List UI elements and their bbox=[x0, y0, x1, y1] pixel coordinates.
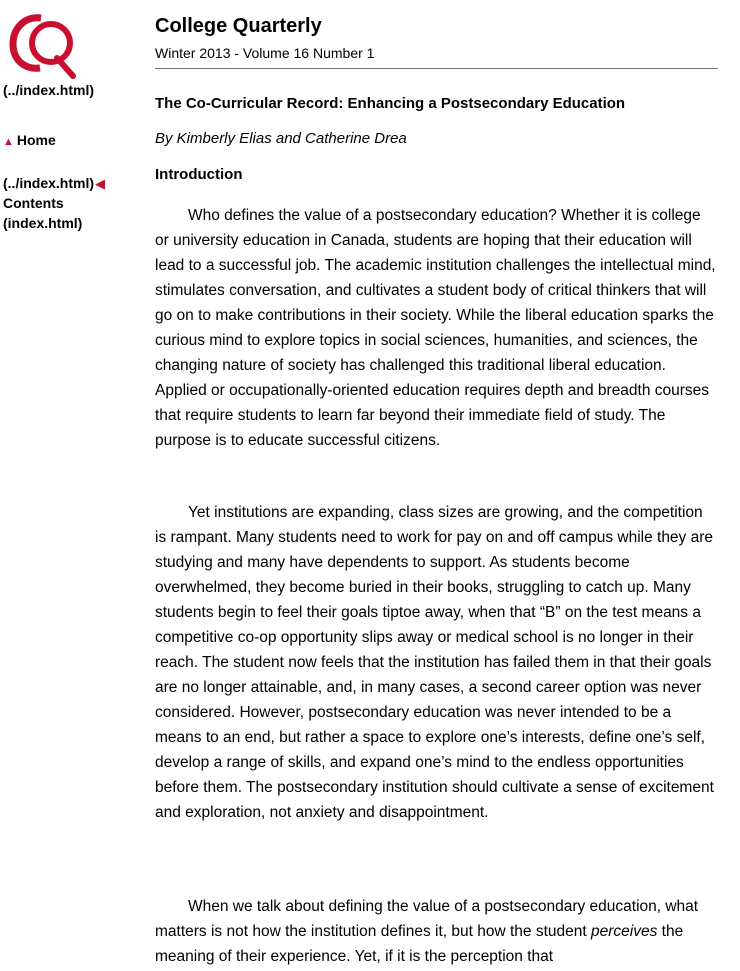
article-title: The Co-Curricular Record: Enhancing a Postsecondary Education bbox=[155, 95, 626, 112]
contents-link-path: (../index.html) bbox=[3, 175, 94, 191]
paragraph-3-emphasis: perceives bbox=[590, 923, 658, 940]
journal-title: College Quarterly bbox=[155, 15, 322, 37]
paragraph-3 bbox=[155, 894, 718, 969]
contents-link[interactable] bbox=[3, 173, 105, 194]
contents-href-link[interactable]: (index.html) bbox=[3, 215, 83, 231]
byline: By Kimberly Elias and Catherine Drea bbox=[155, 130, 407, 147]
header-divider bbox=[155, 68, 718, 69]
paragraph-2: Yet institutions are expanding, class sizes are growing, and the competition is rampant. Many students need to work for pay on and off campus while they are studying and many have dependents to support. As students become overwhelmed, they become buried in their books, struggling to catch up. Many students begin to feel their goals tiptoe away, when that “B” on the test means a competitive co-op opportunity slips away or medical school is no longer in their reach. The student now feels that the institution has failed them in that their goals are no longer attainable, and, in many cases, a second career option was never considered. However, postsecondary education was never intended to be a means to an end, but rather a space to explore one’s interests, define one’s self, develop a range of skills, and expand one’s mind to the endless opportunities before them. The postsecondary institution should cultivate a sense of excitement and exploration, not anxiety and disappointment. bbox=[155, 504, 714, 821]
triangle-up-icon: ▲ bbox=[3, 136, 14, 148]
home-link[interactable] bbox=[3, 130, 56, 152]
issue-info: Winter 2013 - Volume 16 Number 1 bbox=[155, 45, 375, 61]
college-quarterly-logo[interactable] bbox=[7, 8, 77, 82]
paragraph-3-end: the meaning of their experience. Yet, if it is the perception that bbox=[155, 923, 684, 965]
paragraph-1: Who defines the value of a postsecondary education? Whether it is college or university education in Canada, students are hoping that their education will lead to a successful job. The academic institution challenges the intellectual mind, stimulates conversation, and cultivates a student body of critical thinkers that will go on to make contributions in their society. While the liberal education sparks the curious mind to explore topics in social sciences, humanities, and sciences, the changing nature of society has challenged this traditional liberal education. Applied or occupationally-oriented education requires depth and breadth courses that require students to learn far beyond their immediate field of study. The purpose is to educate successful citizens. bbox=[155, 207, 716, 449]
section-heading: Introduction bbox=[155, 166, 243, 183]
contents-label-link[interactable]: Contents bbox=[3, 195, 64, 211]
logo-link-text[interactable]: (../index.html) bbox=[3, 82, 94, 98]
triangle-left-icon: ◀ bbox=[95, 176, 105, 191]
home-label: Home bbox=[16, 132, 56, 148]
paragraph-3-start: When we talk about defining the value of a postsecondary education, what matters is not how the institution defines it, but how the student bbox=[155, 898, 699, 940]
